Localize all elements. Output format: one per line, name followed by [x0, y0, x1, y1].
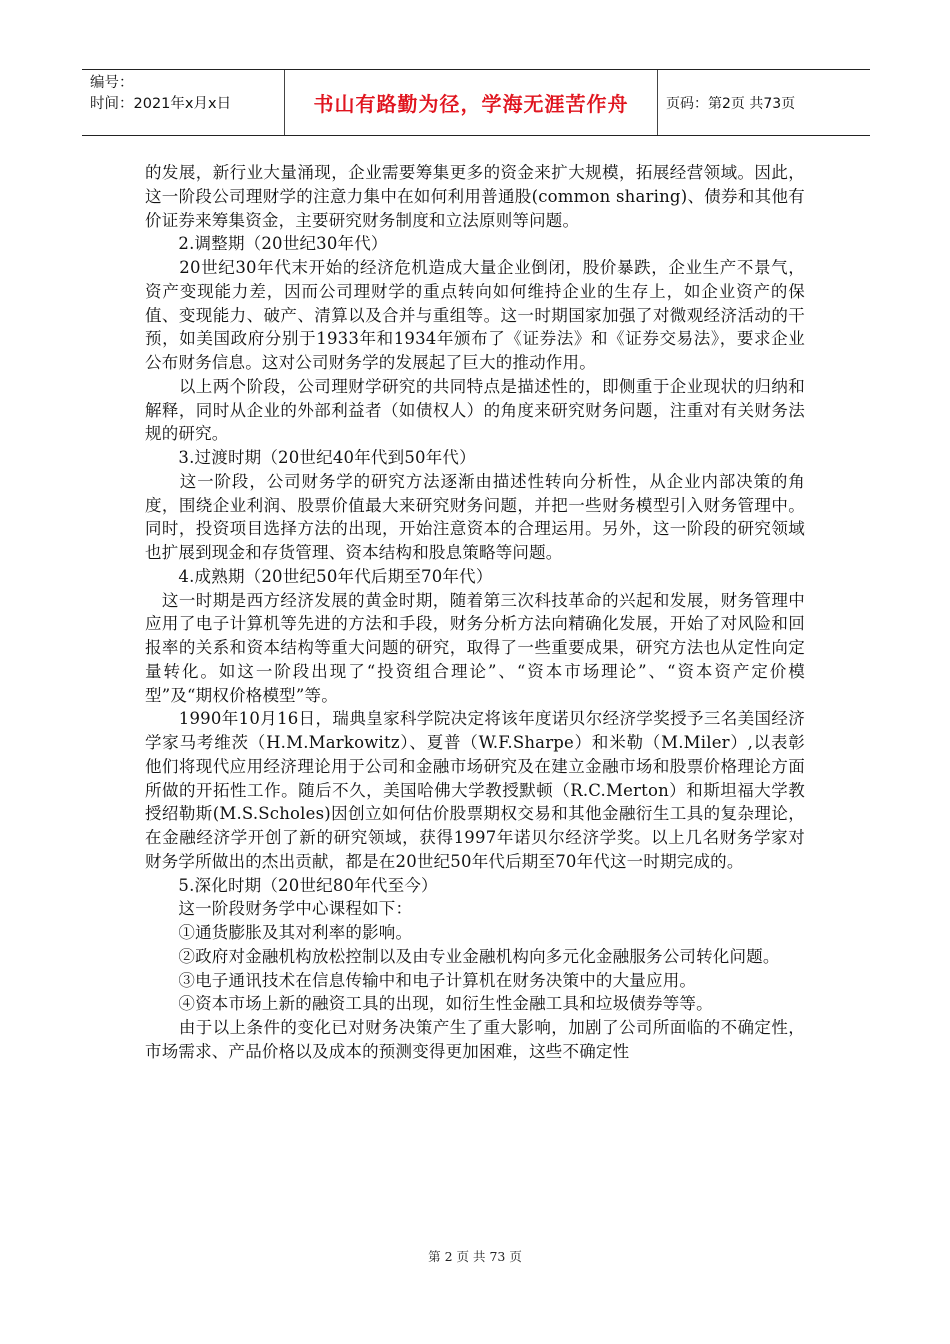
document-body — [145, 161, 805, 1064]
page-footer — [0, 1247, 950, 1265]
paragraph: 以上两个阶段，公司理财学研究的共同特点是描述性的，即侧重于企业现状的归纳和解释，同时从企业的外部利益者（如债权人）的角度来研究财务问题，注重对有关财务法规的研究。 — [145, 376, 805, 444]
section-heading: 2.调整期（20世纪30年代） — [145, 234, 388, 254]
section-heading: 3.过渡时期（20世纪40年代到50年代） — [145, 448, 476, 467]
page-header — [82, 69, 870, 136]
list-item: ②政府对金融机构放松控制以及由专业金融机构向多元化金融服务公司转化问题。 — [145, 946, 780, 966]
paragraph: 的发展，新行业大量涌现，企业需要筹集更多的资金来扩大规模，拓展经营领域。因此，这一阶段公司理财学的注意力集中在如何利用普通股(common sharing)、债券和其他有价证券来筹集资金，主要研究财务制度和立法原则等问题。 — [145, 163, 805, 230]
section-heading: 4.成熟期（20世纪50年代后期至70年代） — [145, 566, 493, 586]
header-motto-cell — [285, 70, 658, 135]
document-time-label: 时间：2021年x月x日 — [90, 96, 232, 112]
header-meta — [82, 70, 285, 135]
section-heading: 5.深化时期（20世纪80年代至今） — [145, 875, 438, 895]
paragraph: 20世纪30年代末开始的经济危机造成大量企业倒闭，股价暴跌，企业生产不景气，资产变现能力差，因而公司理财学的重点转向如何维持企业的生存上，如企业资产的保值、变现能力、破产、清算以及合并与重组等。这一时期国家加强了对微观经济活动的干预，如美国政府分别于1933年和1934年颁布了《证券法》和《证券交易法》，要求企业公布财务信息。这对公司财务学的发展起了巨大的推动作用。 — [145, 258, 805, 372]
document-number-label: 编号： — [90, 75, 134, 91]
header-page-info: 页码：第2页 共73页 — [666, 95, 796, 112]
list-item: ④资本市场上新的融资工具的出现，如衍生性金融工具和垃圾债券等等。 — [145, 994, 713, 1014]
paragraph: 这一阶段财务学中心课程如下： — [145, 899, 413, 919]
footer-page-number: 第 2 页 共 73 页 — [428, 1249, 522, 1264]
header-motto: 书山有路勤为径，学海无涯苦作舟 — [313, 92, 629, 116]
list-item: ①通货膨胀及其对利率的影响。 — [145, 923, 413, 942]
paragraph: 由于以上条件的变化已对财务决策产生了重大影响，加剧了公司所面临的不确定性，市场需求、产品价格以及成本的预测变得更加困难，这些不确定性 — [145, 1018, 805, 1061]
paragraph: 1990年10月16日，瑞典皇家科学院决定将该年度诺贝尔经济学奖授予三名美国经济学家马考维茨（H.M.Markowitz）、夏普（W.F.Sharpe）和米勒（M.Miler）,以表彰他们将现代应用经济理论用于公司和金融市场研究及在建立金融市场和股票价格理论方面所做的开拓性工作。随后不久，美国哈佛大学教授默顿（R.C.Merton）和斯坦福大学教授绍勒斯(M.S.Scholes)因创立如何估价股票期权交易和其他金融衍生工具的复杂理论，在金融经济学开创了新的研究领域，获得1997年诺贝尔经济学奖。以上几名财务学家对财务学所做出的杰出贡献，都是在20世纪50年代后期至70年代这一时期完成的。 — [145, 709, 805, 871]
paragraph: 这一阶段，公司财务学的研究方法逐渐由描述性转向分析性，从企业内部决策的角度，围绕企业利润、股票价值最大来研究财务问题，并把一些财务模型引入财务管理中。同时，投资项目选择方法的出现，开始注意资本的合理运用。另外，这一阶段的研究领域也扩展到现金和存货管理、资本结构和股息策略等问题。 — [145, 471, 805, 562]
paragraph: 这一时期是西方经济发展的黄金时期，随着第三次科技革命的兴起和发展，财务管理中应用了电子计算机等先进的方法和手段，财务分析方法向精确化发展，开始了对风险和回报率的关系和资本结构等重大问题的研究，取得了一些重要成果，研究方法也从定性向定量转化。如这一阶段出现了“投资组合理论”、“资本市场理论”、“资本资产定价模型”及“期权价格模型”等。 — [145, 590, 805, 705]
header-page-info-cell — [658, 70, 870, 135]
list-item: ③电子通讯技术在信息传输中和电子计算机在财务决策中的大量应用。 — [145, 970, 697, 990]
